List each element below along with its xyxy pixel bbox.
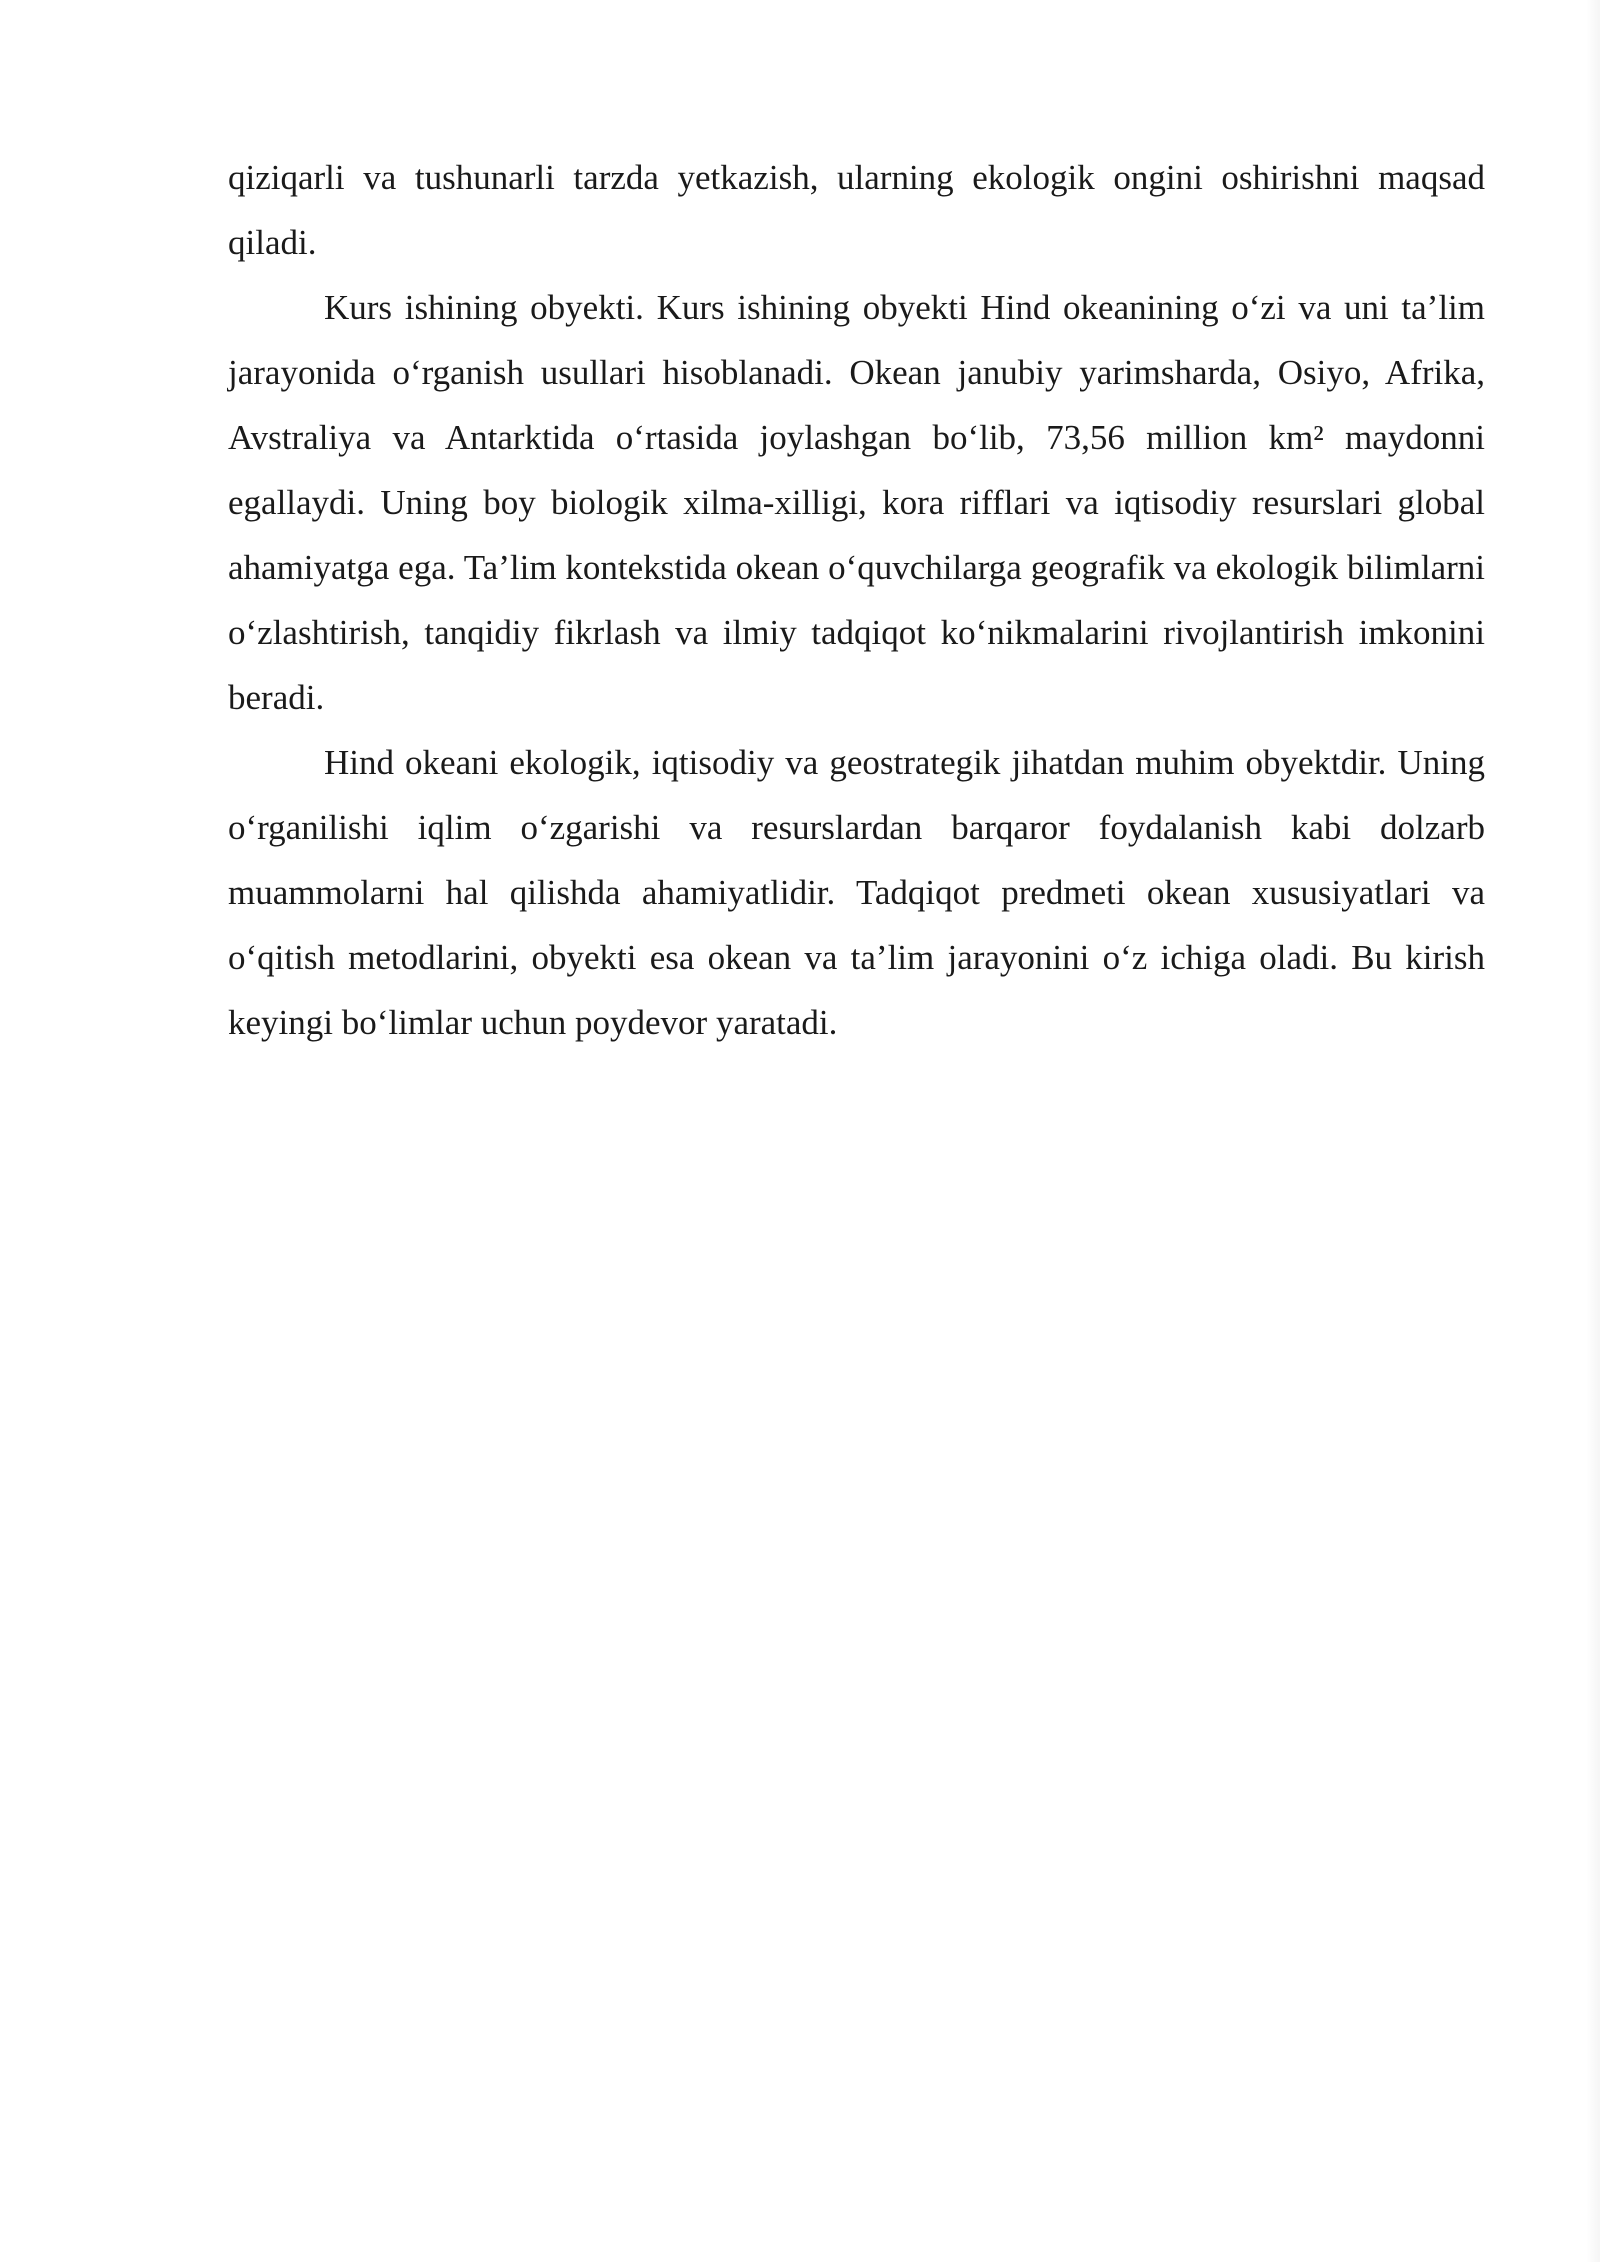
paragraph-course-object: Kurs ishining obyekti. Kurs ishining obyekti Hind okeanining o‘zi va uni ta’lim jarayonida o‘rganish usullari hisoblanadi. Okean janubiy yarimsharda, Osiyo, Afrika, Avstraliya va Antarktida o‘rtasida joylashgan bo‘lib, 73,56 million km² maydonni egallaydi. Uning boy biologik xilma-xilligi, kora rifflari va iqtisodiy resurslari global ahamiyatga ega. Ta’lim kontekstida okean o‘quvchilarga geografik va ekologik bilimlarni o‘zlashtirish, tanqidiy fikrlash va ilmiy tadqiqot ko‘nikmalarini rivojlantirish imkonini beradi.: [228, 288, 1485, 717]
paragraph-indian-ocean-importance: Hind okeani ekologik, iqtisodiy va geostrategik jihatdan muhim obyektdir. Uning o‘rganilishi iqlim o‘zgarishi va resurslardan barqaror foydalanish kabi dolzarb muammolarni hal qilishda ahamiyatlidir. Tadqiqot predmeti okean xususiyatlari va o‘qitish metodlarini, obyekti esa okean va ta’lim jarayonini o‘z ichiga oladi. Bu kirish keyingi bo‘limlar uchun poydevor yaratadi.: [228, 743, 1485, 1042]
paragraph-continuation: qiziqarli va tushunarli tarzda yetkazish, ularning ekologik ongini oshirishni maqsad qiladi.: [228, 158, 1485, 262]
page-edge-shadow: [1586, 0, 1600, 2262]
body-text: [228, 145, 1485, 1055]
